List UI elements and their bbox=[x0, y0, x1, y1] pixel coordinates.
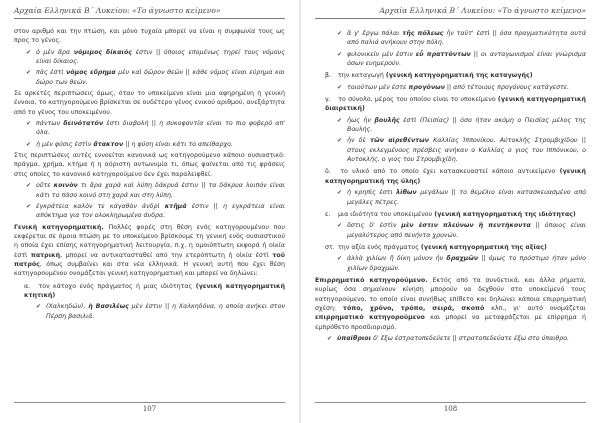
example-bullet: ✔ ὑπαίθριοι δ' ἔξω ἐστρατοπεδεύετε || στρατοπεδεύατε έξω στο ύπαιθρο. bbox=[327, 334, 570, 342]
body-paragraph: Στις περιπτώσεις αυτές εννοείται κανονικά ως κατηγορούμενο κάποιο ουσιαστικό: πράγμα, χρήμα, κτήμα ή η αόριστη αντωνυμία τι, όπως φαίνεται από τις φράσεις στις οποίες το κανονικό κατηγορούμενο δεν έχει παραλειφθεί. bbox=[14, 152, 285, 178]
example-bullet: ✔ οὔτε κοινὸν τι ἄρα χαρὰ καὶ λύπη δάκρυά ἐστιν || τα δάκρυα λοιπόν είναι κάτι το πάσο κοινό στη χαρά και στη λύπη. bbox=[26, 182, 285, 199]
example-bullet: ✔ ὅστις δ' ἐστὶν μὲν ἐστιν πλεύνων ἢ πεντήκοντα || όποιος είναι μεγαλύτερος από πενήντα χρονών. bbox=[337, 222, 586, 239]
example-bullet: ✔ ἦν δὲ τῶν αἱρεθέντων Καλλίας Ἱππονίκου, Αὐτοκλῆς Στρομβιχίδου || στους εκλεγμένους πρέσβεις ανήκαν ο Καλλίας ο γιος του Ιππόνικου, ο Αυτοκλής, ο γιος του Στρομβιχίδη. bbox=[337, 137, 586, 164]
bullet-check-icon: ✔ bbox=[26, 140, 32, 148]
list-label: στ. την αξία ενός πράγματος (γενική κατηγορηματική της αξίας) bbox=[325, 243, 547, 251]
bullet-check-icon: ✔ bbox=[26, 182, 32, 190]
list-label: α. τον κάτοχο ενός πράγματος ή μιας ιδιότητας (γενική κατηγορηματική κτητική) bbox=[24, 282, 285, 299]
list-label: β. την καταγωγή (γενική κατηγορηματική της καταγωγής) bbox=[325, 72, 533, 80]
bullet-check-icon: ✔ bbox=[36, 303, 42, 311]
example-bullet: ✔ φιλονικεῖν μὲν ἐστιν εὖ πραττόντων || οι ανταγωνισμοί είναι γνώρισμα όσων ευημερούν. bbox=[337, 50, 586, 68]
page-header-right: Αρχαία Ελληνικά Β΄ Λυκείου: «Το άγνωστο κείμενο» bbox=[315, 4, 586, 19]
example-bullet: ✔ ὁ μὲν ἄρα νόμιμος δίκαιός ἐστιν || όποιος επομένως τηρεί τους νόμους είναι δίκαιος. bbox=[26, 48, 285, 66]
bullet-check-icon: ✔ bbox=[26, 120, 32, 128]
list-label: ε. μια ιδιότητα του υποκειμένου (γενική κατηγορηματική της ιδιότητας) bbox=[325, 210, 576, 218]
example-bullet: ✔ ἀλλὰ χιλίων ἢ δίκη μόνον ἦν δραχμῶν || όμως το πρόστιμο ήταν μόνο χιλίων δραχμών. bbox=[337, 255, 586, 272]
body-paragraph: Επιρρηματικό κατηγορούμενο. Εκτός από τα συνδετικά, και άλλα ρήματα, κυρίως όσα σημαίνουν κίνηση μπορούν να δεχθούν στο υποκείμενό τους κατηγορούμενο, το οποίο είναι συνήθως επίθετο και δηλώνει κάποια επιρρηματική σχέση: τόπο, χρόνο, τρόπο, σειρά, σκοπό κλπ., γι' αυτό ονομάζεται επιρρηματικό κατηγορούμενο και μπορεί να μεταφράζεται με επίρρημα ή εμπρόθετο προσδιορισμό. bbox=[315, 276, 586, 331]
example-bullet: ✔ ἡ κρηπὶς ἐστι λίθων μεγάλων || το θεμέλιο είναι κατασκευασμένο από μεγάλες πέτρες. bbox=[337, 189, 586, 206]
page-gutter bbox=[299, 0, 301, 423]
body-paragraph: Σε αρκετές περιπτώσεις όμως, όταν το υποκείμενο είναι μια αφηρημένη ή γενική έννοια, το κατηγορούμενο βρίσκεται σε ουδέτερο γένος ενικού αριθμού, ανεξάρτητα από το γένος του υποκειμένου. bbox=[14, 90, 285, 116]
bullet-check-icon: ✔ bbox=[337, 116, 343, 124]
example-bullet: ✔ πᾶς ἐστὶ νόμος εὕρημα μὲν καὶ δῶρον θεῶν || κάθε νόμος είναι εύρημα και δώρο των θεών. bbox=[26, 69, 285, 86]
left-page-content bbox=[14, 27, 285, 323]
list-label: γ. το σύνολο, μέρος του οποίου είναι το υποκείμενο (γενική κατηγορηματική διαιρετική) bbox=[325, 96, 586, 113]
bullet-check-icon: ✔ bbox=[337, 222, 343, 230]
page-header-left: Αρχαία Ελληνικά Β΄ Λυκείου: «Το άγνωστο κείμενο» bbox=[14, 4, 285, 19]
page-number: 108 bbox=[315, 402, 586, 415]
bullet-check-icon: ✔ bbox=[337, 189, 343, 197]
bullet-check-icon: ✔ bbox=[337, 30, 343, 37]
right-page-content bbox=[315, 27, 586, 345]
bullet-check-icon: ✔ bbox=[327, 334, 333, 342]
body-paragraph: Γενική κατηγορηματική. Πολλές φορές στη θέση ενός κατηγορουμένου που εκφέρεται σε όμοια πτώση με το υποκείμενο βρίσκουμε τη γενική ενός ουσιαστικού η οποία έχει επίσης κατηγορηματική λειτουργία, π.χ. η ομοιόπτωτη εκφορά ἡ οἰκία ἐστὶ πατρική, μπορεί να αντικατασταθεί από την ετερόπτωτη ἡ οἰκία ἐστὶ τοῦ πατρός, όπως συμβαίνει και στα νέα ελληνικά. Η γενική αυτή που έχει θέση κατηγορουμένου ονομάζεται γενική κατηγορηματική και μπορεί να δηλώνει: bbox=[14, 223, 285, 278]
bullet-check-icon: ✔ bbox=[337, 255, 343, 263]
bullet-check-icon: ✔ bbox=[26, 48, 32, 56]
left-page bbox=[6, 0, 293, 423]
example-bullet: ✔ ἐγκράτεια καλὸν τε κἀγαθὸν ἀνδρὶ κτῆμά ἐστιν || η εγκράτεια είναι απόκτημα για τον ολοκληρωμένο άνδρα. bbox=[26, 202, 285, 220]
example-bullet: ✔ ἃ γ' ἔργω πάλαι τῆς πόλεως ἦν ταῦτ' ἐστὶ || όσα πραγματικότητα αυτά από παλιά ανήκουν στην πόλη. bbox=[337, 30, 586, 47]
example-bullet: ✔ τοιούτων μὲν ἐστε προγόνων || από τέτοιους προγόνους κατάγεστε. bbox=[337, 83, 570, 91]
right-page bbox=[307, 0, 594, 423]
bullet-check-icon: ✔ bbox=[26, 69, 32, 77]
bullet-check-icon: ✔ bbox=[337, 50, 343, 58]
bullet-check-icon: ✔ bbox=[26, 202, 32, 210]
example-bullet: ✔ (Χαλκηδών), ἡ Βασιλέως μὲν ἐστιν || η Χαλκηδόνα, η οποία ανήκει στον Πέρση βασιλιά. bbox=[36, 303, 285, 320]
example-bullet: ✔ ἦως ἦν βουλῆς ἐστὶ (Πεισίας) || όσο ήταν ακόμη ο Πεισίας μέλος της Βουλής. bbox=[337, 116, 586, 134]
page-number: 107 bbox=[14, 402, 285, 415]
example-bullet: ✔ ἡ μὲν φύσις ἐστὶν ἄτακτον || η φύση είναι κάτι το απείθαρχο. bbox=[26, 140, 234, 148]
bullet-check-icon: ✔ bbox=[337, 83, 343, 91]
example-bullet: ✔ πάντων δεινότατόν ἐστι διαβολή || η συκοφαντία είναι το πιο φοβερό απ' όλα. bbox=[26, 120, 285, 137]
intro-paragraph: στον αριθμό και την πτώση, και μόνο τυχαία μπορεί να είναι η συμφωνία τους ως προς το γένος. bbox=[14, 28, 285, 45]
list-label: δ. το υλικό από το οποίο έχει κατασκευαστεί κάποιο αντικείμενο (γενική κατηγορηματική της ύλης) bbox=[325, 168, 586, 185]
bullet-check-icon: ✔ bbox=[337, 137, 343, 145]
